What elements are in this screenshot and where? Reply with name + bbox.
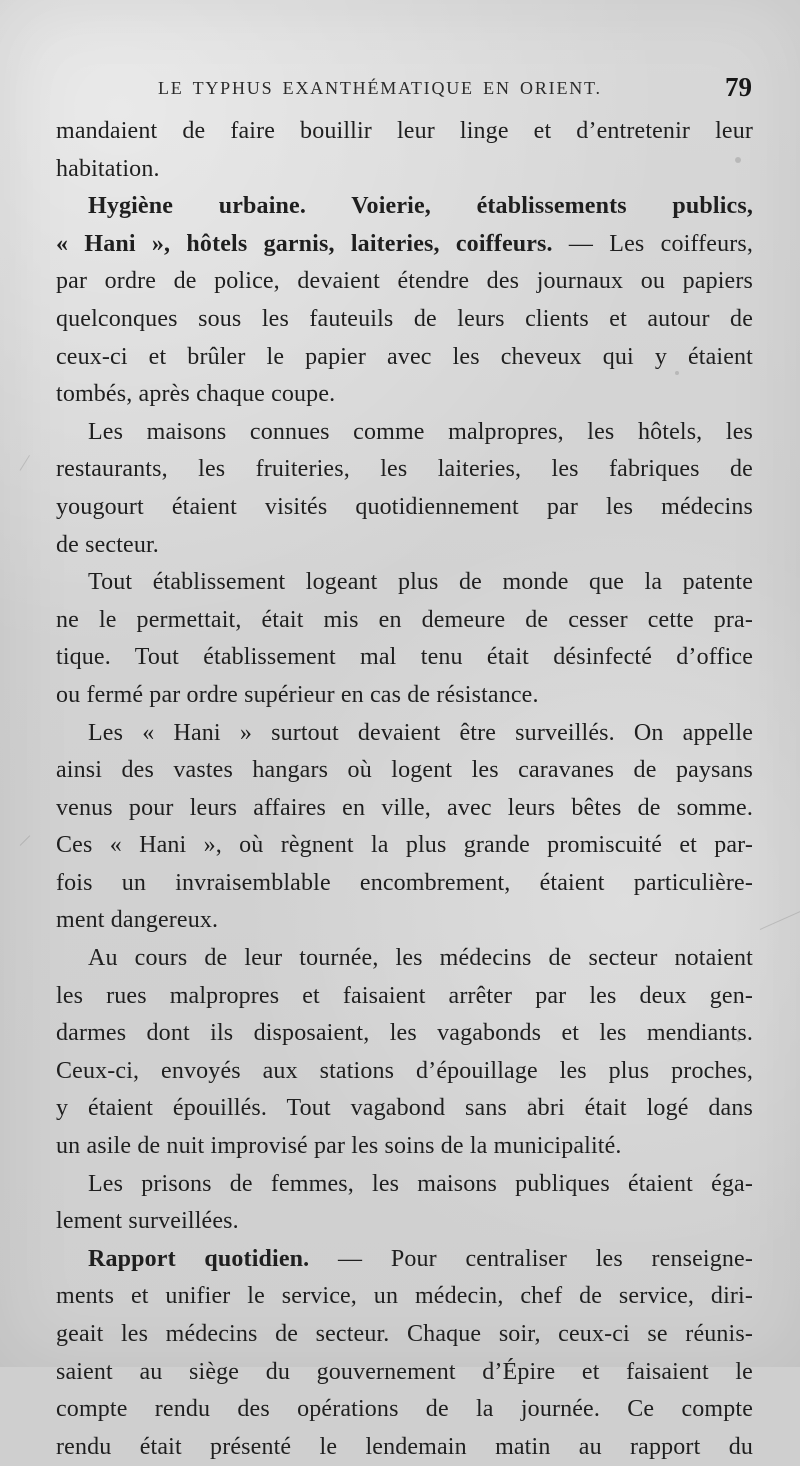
page-number: 79 <box>725 72 752 102</box>
section-heading-tail: — Les coiffeurs, <box>552 230 753 257</box>
text-line: ne le permettait, était mis en demeure de cesser cette pra- <box>56 606 753 633</box>
rapport-heading-tail: — Pour centraliser les renseigne- <box>309 1245 753 1272</box>
scan-mark <box>20 835 31 846</box>
text-line: quelconques sous les fauteuils de leurs clients et autour de <box>56 305 753 332</box>
text-line: par ordre de police, devaient étendre des journaux ou papiers <box>56 268 753 295</box>
text-line: Les « Hani » surtout devaient être surveillés. On appelle <box>88 719 753 746</box>
text-line: tombés, après chaque coupe. <box>56 381 336 408</box>
text-line: de secteur. <box>56 531 159 558</box>
text-line: ceux-ci et brûler le papier avec les cheveux qui y étaient <box>56 343 753 370</box>
text-line: un asile de nuit improvisé par les soins de la municipalité. <box>56 1133 622 1160</box>
scan-mark <box>760 911 800 930</box>
text-line: ainsi des vastes hangars où logent les caravanes de paysans <box>56 757 753 784</box>
section-heading-line <box>56 1241 753 1279</box>
text-line: Ces « Hani », où règnent la plus grande promiscuité et par- <box>56 832 753 859</box>
text-line: rendu était présenté le lendemain matin au rapport du <box>56 1433 753 1460</box>
rapport-heading: Rapport quotidien. <box>88 1245 310 1272</box>
text-line: compte rendu des opérations de la journée. Ce compte <box>56 1396 753 1423</box>
text-line: venus pour leurs affaires en ville, avec leurs bêtes de somme. <box>56 794 753 821</box>
text-line: Les prisons de femmes, les maisons publiques étaient éga- <box>88 1170 753 1197</box>
text-line: y étaient épouillés. Tout vagabond sans abri était logé dans <box>56 1095 753 1122</box>
text-line: Ceux-ci, envoyés aux stations d’épouillage les plus proches, <box>56 1057 753 1084</box>
text-line: fois un invraisemblable encombrement, étaient particulière- <box>56 869 753 896</box>
text-line: ments et unifier le service, un médecin, chef de service, diri- <box>56 1283 753 1310</box>
text-line: ment dangereux. <box>56 907 219 934</box>
section-heading-continuation: « Hani », hôtels garnis, laiteries, coiffeurs. <box>56 230 553 257</box>
section-heading-line <box>56 226 753 264</box>
text-line: Les maisons connues comme malpropres, les hôtels, les <box>88 418 753 445</box>
text-line: habitation. <box>56 155 160 182</box>
running-title: LE TYPHUS EXANTHÉMATIQUE EN ORIENT. <box>158 78 602 98</box>
text-line: ou fermé par ordre supérieur en cas de résistance. <box>56 681 539 708</box>
text-line: darmes dont ils disposaient, les vagabonds et les mendiants. <box>56 1020 753 1047</box>
text-line: mandaient de faire bouillir leur linge et d’entretenir leur <box>56 118 753 144</box>
text-line: Au cours de leur tournée, les médecins de secteur notaient <box>88 945 753 972</box>
text-line: les rues malpropres et faisaient arrêter par les deux gen- <box>56 982 753 1009</box>
text-line: Tout établissement logeant plus de monde que la patente <box>88 569 753 596</box>
text-line: saient au siège du gouvernement d’Épire et faisaient le <box>56 1358 753 1385</box>
text-line: tique. Tout établissement mal tenu était désinfecté d’office <box>56 644 753 671</box>
text-line: lement surveillées. <box>56 1208 239 1235</box>
text-line: restaurants, les fruiteries, les laiteries, les fabriques de <box>56 456 753 483</box>
text-line: geait les médecins de secteur. Chaque soir, ceux-ci se réunis- <box>56 1321 753 1347</box>
text-line: yougourt étaient visités quotidiennement par les médecins <box>56 493 753 520</box>
page-header <box>0 72 800 106</box>
section-heading-line: Hygiène urbaine. Voierie, établissements publics, <box>88 193 753 220</box>
scan-mark <box>20 455 30 471</box>
body-text <box>56 113 753 1466</box>
